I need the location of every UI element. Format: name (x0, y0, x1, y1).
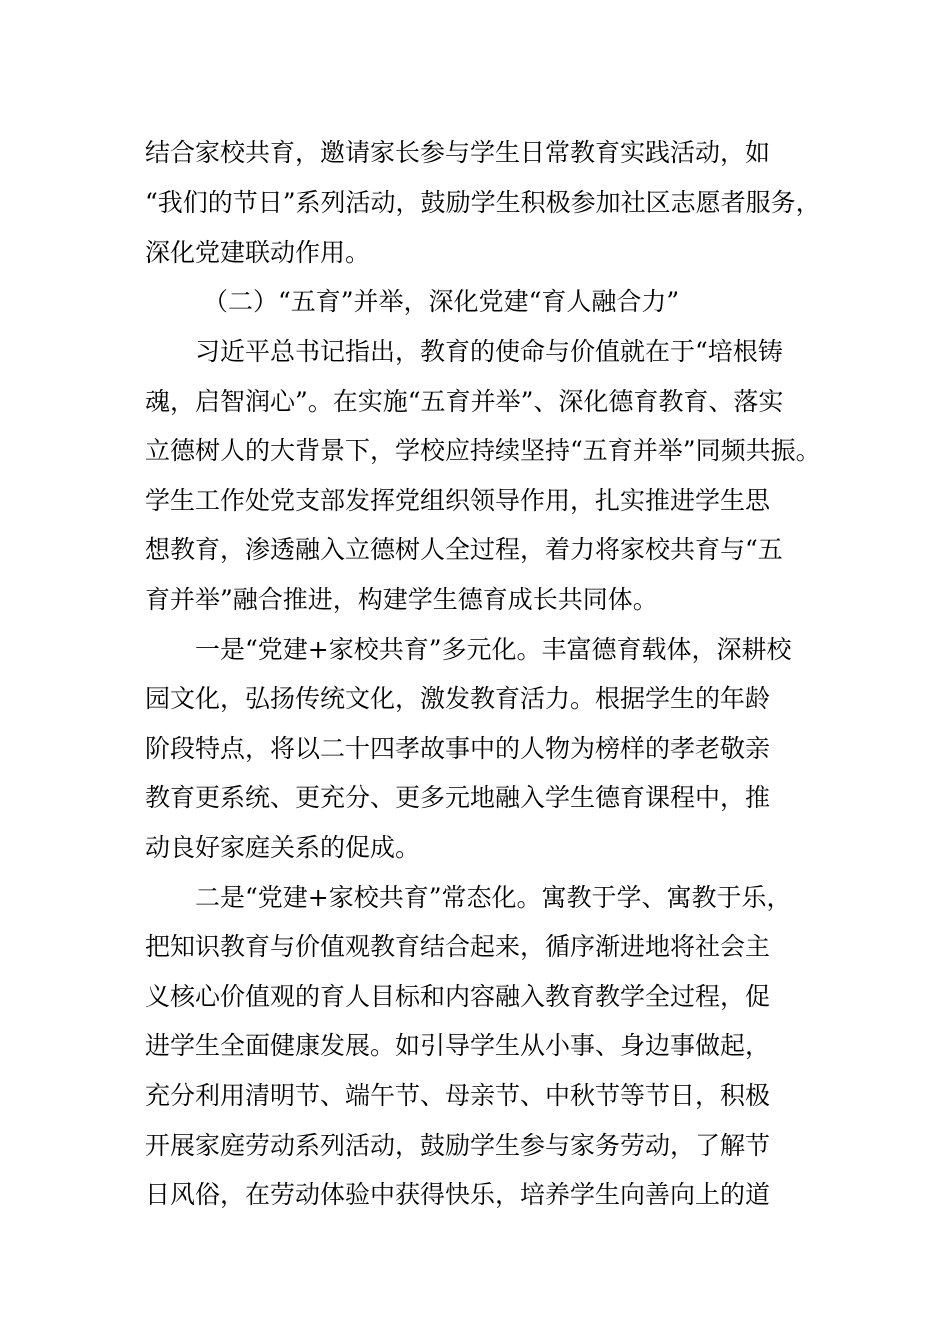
text-line-16: 二是“党建+家校共育”常态化。寓教于学、寓教于乐， (195, 883, 792, 912)
section-heading: （二）“五育”并举，深化党建“育人融合力” (203, 287, 680, 316)
text-line-3: 深化党建联动作用。 (145, 238, 371, 267)
text-line-15: 动良好家庭关系的促成。 (145, 833, 421, 862)
text-line-20: 充分利用清明节、端午节、母亲节、中秋节等节日，积极 (145, 1081, 771, 1110)
text-line-2: “我们的节日”系列活动，鼓励学生积极参加社区志愿者服务， (145, 188, 821, 217)
text-line-13: 阶段特点，将以二十四孝故事中的人物为榜样的孝老敬亲 (145, 734, 771, 763)
text-line-7: 立德树人的大背景下，学校应持续坚持“五育并举”同频共振。 (145, 436, 821, 465)
text-line-22: 日风俗，在劳动体验中获得快乐，培养学生向善向上的道 (145, 1180, 771, 1209)
text-line-19: 进学生全面健康发展。如引导学生从小事、身边事做起， (145, 1031, 771, 1060)
text-line-14: 教育更系统、更充分、更多元地融入学生德育课程中，推 (145, 783, 771, 812)
text-line-6: 魂，启智润心”。在实施“五育并举”、深化德育教育、落实 (145, 387, 784, 416)
text-line-9: 想教育，渗透融入立德树人全过程，着力将家校共育与“五 (145, 535, 783, 564)
text-line-18: 义核心价值观的育人目标和内容融入教育教学全过程，促 (145, 982, 771, 1011)
text-line-1: 结合家校共育，邀请家长参与学生日常教育实践活动，如 (145, 138, 771, 167)
text-line-21: 开展家庭劳动系列活动，鼓励学生参与家务劳动，了解节 (145, 1131, 771, 1160)
text-line-10: 育并举”融合推进，构建学生德育成长共同体。 (145, 585, 658, 614)
text-line-12: 园文化，弘扬传统文化，激发教育活力。根据学生的年龄 (145, 684, 771, 713)
text-line-17: 把知识教育与价值观教育结合起来，循序渐进地将社会主 (145, 932, 771, 961)
text-line-11: 一是“党建+家校共育”多元化。丰富德育载体，深耕校 (195, 635, 792, 664)
text-line-8: 学生工作处党支部发挥党组织领导作用，扎实推进学生思 (145, 486, 771, 515)
text-line-5: 习近平总书记指出，教育的使命与价值就在于“培根铸 (195, 337, 783, 366)
